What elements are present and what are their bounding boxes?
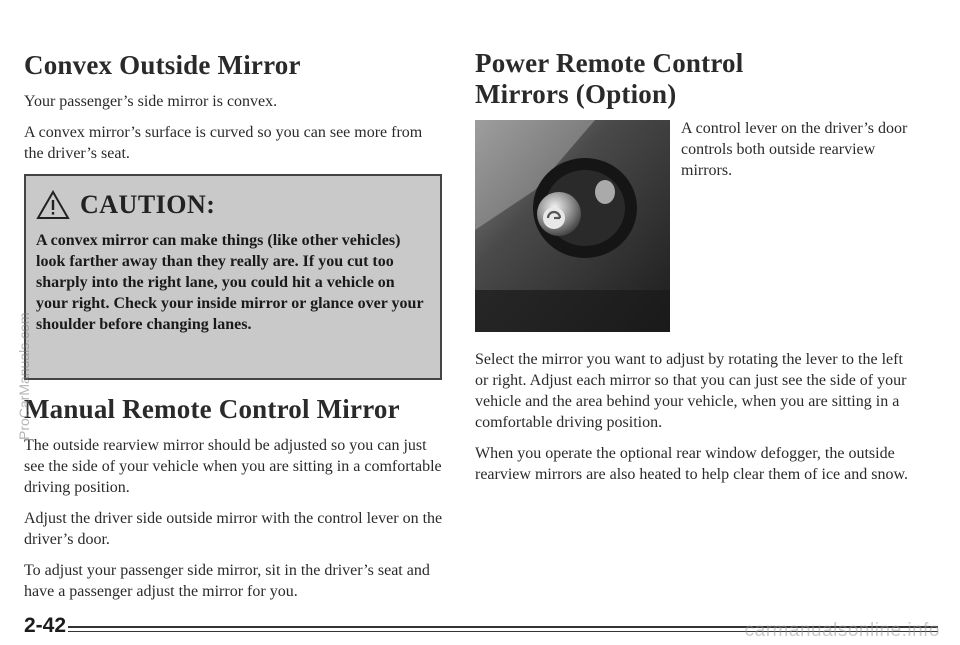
power-title: Power Remote Control Mirrors (Option) xyxy=(475,48,744,110)
manual-paragraph-3: To adjust your passenger side mirror, sit in the driver’s seat and have a passenger adjust the mirror for you. xyxy=(24,562,430,601)
manual-remote-section xyxy=(24,394,444,612)
power-section-header xyxy=(475,48,915,120)
caution-text: A convex mirror can make things (like other vehicles) look farther away than they really are. If you cut too sharply into the right lane, you could hit a vehicle on your right. Check your inside mirror or glance over your shoulder before changing lanes. xyxy=(36,232,424,333)
convex-paragraph-2: A convex mirror’s surface is curved so you can see more from the driver’s seat. xyxy=(24,124,423,163)
caution-box xyxy=(24,174,442,380)
manual-title: Manual Remote Control Mirror xyxy=(24,394,400,424)
convex-section xyxy=(24,50,444,174)
convex-paragraph-1: Your passenger’s side mirror is convex. xyxy=(24,93,278,111)
power-paragraph-2: When you operate the optional rear window defogger, the outside rearview mirrors are also heated to help clear them of ice and snow. xyxy=(475,445,908,483)
manual-paragraph-1: The outside rearview mirror should be adjusted so you can just see the side of your vehicle when you are sitting in a comfortable driving position. xyxy=(24,437,442,497)
page-number: 2-42 xyxy=(24,614,67,637)
power-body xyxy=(475,349,915,495)
warning-triangle-icon xyxy=(36,190,70,220)
power-paragraph-1: Select the mirror you want to adjust by rotating the lever to the left or right. Adjust each mirror so that you can just see the side of your vehicle and the area behind your vehicle, when you are sitting in a comfortable driving position. xyxy=(475,351,907,431)
caution-title: CAUTION: xyxy=(80,190,216,219)
knob-illustration xyxy=(475,120,670,332)
caution-header xyxy=(36,190,428,220)
control-lever-text: A control lever on the driver’s door controls both outside rearview mirrors. xyxy=(681,120,908,179)
side-watermark xyxy=(2,200,32,440)
manual-paragraph-2: Adjust the driver side outside mirror with the control lever on the driver’s door. xyxy=(24,510,443,549)
control-lever-caption xyxy=(681,118,921,191)
bottom-watermark: carmanualsonline.info xyxy=(744,620,940,641)
mirror-control-knob-photo xyxy=(475,120,670,332)
convex-title: Convex Outside Mirror xyxy=(24,50,301,80)
side-watermark-text: ProCarManuals.com xyxy=(16,312,32,440)
